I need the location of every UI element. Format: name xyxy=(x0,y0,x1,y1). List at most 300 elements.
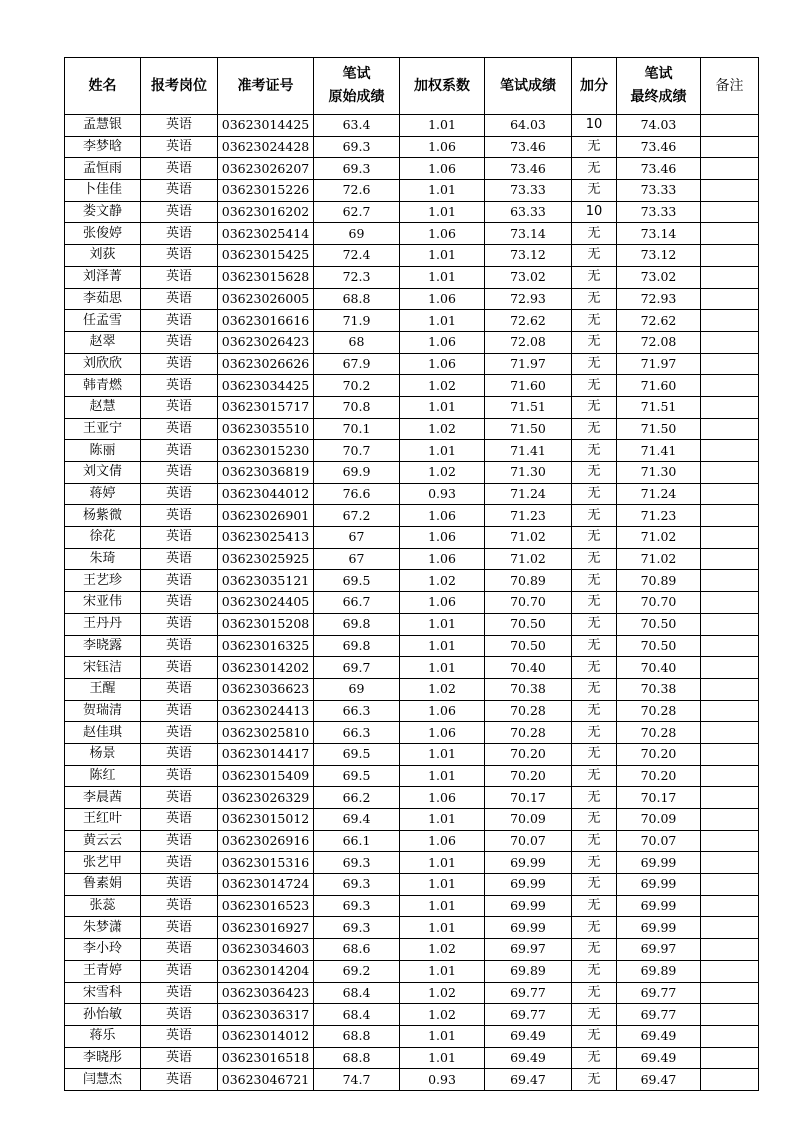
table-row xyxy=(65,1069,759,1091)
cell-written-score: 73.12 xyxy=(485,245,572,267)
table-row xyxy=(65,874,759,896)
cell-ticket: 03623046721 xyxy=(218,1069,314,1091)
cell-remark xyxy=(701,722,759,744)
table-row xyxy=(65,960,759,982)
cell-bonus: 无 xyxy=(572,743,617,765)
cell-written-score: 70.07 xyxy=(485,830,572,852)
cell-coef: 1.01 xyxy=(400,809,485,831)
table-row xyxy=(65,1047,759,1069)
cell-bonus: 无 xyxy=(572,874,617,896)
cell-name: 王亚宁 xyxy=(65,418,141,440)
cell-raw-score: 72.4 xyxy=(314,245,400,267)
cell-final-score: 70.28 xyxy=(617,722,701,744)
cell-written-score: 69.77 xyxy=(485,1004,572,1026)
cell-coef: 1.06 xyxy=(400,505,485,527)
cell-name: 李晓彤 xyxy=(65,1047,141,1069)
cell-bonus: 无 xyxy=(572,678,617,700)
cell-remark xyxy=(701,223,759,245)
cell-bonus: 无 xyxy=(572,765,617,787)
cell-raw-score: 69.5 xyxy=(314,570,400,592)
cell-position: 英语 xyxy=(141,939,218,961)
cell-position: 英语 xyxy=(141,1047,218,1069)
cell-written-score: 71.30 xyxy=(485,462,572,484)
cell-position: 英语 xyxy=(141,1025,218,1047)
cell-raw-score: 69.3 xyxy=(314,136,400,158)
table-row xyxy=(65,895,759,917)
cell-coef: 1.01 xyxy=(400,895,485,917)
cell-final-score: 71.02 xyxy=(617,527,701,549)
cell-ticket: 03623026207 xyxy=(218,158,314,180)
cell-bonus: 无 xyxy=(572,809,617,831)
cell-ticket: 03623044012 xyxy=(218,483,314,505)
cell-remark xyxy=(701,809,759,831)
cell-final-score: 72.08 xyxy=(617,331,701,353)
cell-ticket: 03623015425 xyxy=(218,245,314,267)
cell-position: 英语 xyxy=(141,678,218,700)
cell-name: 蒋乐 xyxy=(65,1025,141,1047)
table-row xyxy=(65,1025,759,1047)
cell-final-score: 73.14 xyxy=(617,223,701,245)
cell-written-score: 70.28 xyxy=(485,722,572,744)
cell-final-score: 71.02 xyxy=(617,548,701,570)
cell-raw-score: 69.8 xyxy=(314,635,400,657)
cell-written-score: 71.60 xyxy=(485,375,572,397)
cell-written-score: 73.02 xyxy=(485,266,572,288)
cell-ticket: 03623035121 xyxy=(218,570,314,592)
cell-bonus: 无 xyxy=(572,1047,617,1069)
table-row xyxy=(65,527,759,549)
cell-remark xyxy=(701,310,759,332)
cell-bonus: 无 xyxy=(572,960,617,982)
cell-raw-score: 69.3 xyxy=(314,917,400,939)
cell-name: 孟恒雨 xyxy=(65,158,141,180)
cell-name: 宋亚伟 xyxy=(65,592,141,614)
cell-final-score: 69.49 xyxy=(617,1025,701,1047)
cell-final-score: 70.20 xyxy=(617,765,701,787)
cell-position: 英语 xyxy=(141,136,218,158)
cell-bonus: 无 xyxy=(572,1004,617,1026)
cell-position: 英语 xyxy=(141,462,218,484)
cell-written-score: 70.20 xyxy=(485,743,572,765)
cell-coef: 1.02 xyxy=(400,375,485,397)
cell-ticket: 03623016325 xyxy=(218,635,314,657)
cell-ticket: 03623016616 xyxy=(218,310,314,332)
cell-ticket: 03623014425 xyxy=(218,115,314,137)
cell-written-score: 69.99 xyxy=(485,917,572,939)
cell-bonus: 无 xyxy=(572,288,617,310)
cell-remark xyxy=(701,917,759,939)
cell-ticket: 03623026916 xyxy=(218,830,314,852)
cell-ticket: 03623014724 xyxy=(218,874,314,896)
cell-raw-score: 68.8 xyxy=(314,288,400,310)
cell-bonus: 无 xyxy=(572,700,617,722)
cell-remark xyxy=(701,1047,759,1069)
cell-remark xyxy=(701,895,759,917)
cell-ticket: 03623016523 xyxy=(218,895,314,917)
cell-name: 王醒 xyxy=(65,678,141,700)
cell-raw-score: 69 xyxy=(314,223,400,245)
cell-final-score: 69.97 xyxy=(617,939,701,961)
cell-name: 孟慧银 xyxy=(65,115,141,137)
cell-bonus: 无 xyxy=(572,787,617,809)
cell-final-score: 71.51 xyxy=(617,396,701,418)
cell-remark xyxy=(701,483,759,505)
cell-final-score: 73.46 xyxy=(617,136,701,158)
cell-remark xyxy=(701,440,759,462)
cell-final-score: 69.49 xyxy=(617,1047,701,1069)
cell-remark xyxy=(701,743,759,765)
cell-coef: 1.02 xyxy=(400,570,485,592)
header-bonus: 加分 xyxy=(572,58,617,115)
cell-position: 英语 xyxy=(141,809,218,831)
table-row xyxy=(65,592,759,614)
cell-position: 英语 xyxy=(141,158,218,180)
cell-bonus: 无 xyxy=(572,180,617,202)
cell-final-score: 70.38 xyxy=(617,678,701,700)
cell-remark xyxy=(701,527,759,549)
cell-ticket: 03623015208 xyxy=(218,613,314,635)
cell-raw-score: 69.3 xyxy=(314,874,400,896)
cell-position: 英语 xyxy=(141,505,218,527)
cell-ticket: 03623014012 xyxy=(218,1025,314,1047)
cell-remark xyxy=(701,765,759,787)
cell-written-score: 71.23 xyxy=(485,505,572,527)
cell-remark xyxy=(701,1004,759,1026)
cell-bonus: 无 xyxy=(572,418,617,440)
cell-written-score: 69.99 xyxy=(485,852,572,874)
cell-bonus: 无 xyxy=(572,375,617,397)
cell-remark xyxy=(701,180,759,202)
cell-position: 英语 xyxy=(141,830,218,852)
cell-written-score: 70.89 xyxy=(485,570,572,592)
cell-raw-score: 69.3 xyxy=(314,852,400,874)
cell-name: 李晨茜 xyxy=(65,787,141,809)
cell-name: 王艺珍 xyxy=(65,570,141,592)
table-row xyxy=(65,722,759,744)
cell-position: 英语 xyxy=(141,288,218,310)
cell-remark xyxy=(701,635,759,657)
cell-written-score: 69.49 xyxy=(485,1025,572,1047)
cell-bonus: 无 xyxy=(572,635,617,657)
cell-ticket: 03623015230 xyxy=(218,440,314,462)
table-row xyxy=(65,787,759,809)
cell-name: 刘欣欣 xyxy=(65,353,141,375)
cell-bonus: 无 xyxy=(572,830,617,852)
cell-name: 韩青燃 xyxy=(65,375,141,397)
cell-final-score: 71.60 xyxy=(617,375,701,397)
cell-name: 任孟雪 xyxy=(65,310,141,332)
cell-raw-score: 67.2 xyxy=(314,505,400,527)
cell-coef: 1.02 xyxy=(400,982,485,1004)
table-row xyxy=(65,331,759,353)
cell-coef: 1.01 xyxy=(400,743,485,765)
cell-ticket: 03623034425 xyxy=(218,375,314,397)
cell-coef: 1.01 xyxy=(400,960,485,982)
cell-coef: 0.93 xyxy=(400,483,485,505)
cell-final-score: 72.62 xyxy=(617,310,701,332)
cell-written-score: 71.02 xyxy=(485,527,572,549)
cell-raw-score: 66.3 xyxy=(314,722,400,744)
cell-final-score: 70.28 xyxy=(617,700,701,722)
cell-bonus: 10 xyxy=(572,201,617,223)
cell-written-score: 72.93 xyxy=(485,288,572,310)
cell-coef: 1.06 xyxy=(400,353,485,375)
cell-raw-score: 69.5 xyxy=(314,743,400,765)
cell-ticket: 03623034603 xyxy=(218,939,314,961)
cell-written-score: 70.40 xyxy=(485,657,572,679)
cell-coef: 1.06 xyxy=(400,527,485,549)
cell-position: 英语 xyxy=(141,440,218,462)
table-row xyxy=(65,245,759,267)
cell-name: 陈红 xyxy=(65,765,141,787)
cell-final-score: 70.09 xyxy=(617,809,701,831)
cell-written-score: 69.49 xyxy=(485,1047,572,1069)
cell-coef: 1.01 xyxy=(400,266,485,288)
cell-ticket: 03623024405 xyxy=(218,592,314,614)
cell-remark xyxy=(701,830,759,852)
cell-name: 张俊婷 xyxy=(65,223,141,245)
header-name: 姓名 xyxy=(65,58,141,115)
cell-remark xyxy=(701,1025,759,1047)
cell-bonus: 无 xyxy=(572,548,617,570)
cell-name: 王红叶 xyxy=(65,809,141,831)
cell-position: 英语 xyxy=(141,1069,218,1091)
cell-name: 朱梦潇 xyxy=(65,917,141,939)
header-raw-line1: 笔试 xyxy=(342,66,371,82)
cell-written-score: 71.50 xyxy=(485,418,572,440)
cell-coef: 1.06 xyxy=(400,136,485,158)
table-row xyxy=(65,180,759,202)
header-raw-line2: 原始成绩 xyxy=(328,89,385,105)
cell-bonus: 无 xyxy=(572,570,617,592)
table-body xyxy=(65,115,759,1091)
header-coef: 加权系数 xyxy=(400,58,485,115)
cell-remark xyxy=(701,548,759,570)
cell-final-score: 69.89 xyxy=(617,960,701,982)
cell-final-score: 70.40 xyxy=(617,657,701,679)
cell-coef: 1.01 xyxy=(400,635,485,657)
cell-position: 英语 xyxy=(141,592,218,614)
cell-ticket: 03623016518 xyxy=(218,1047,314,1069)
cell-written-score: 70.50 xyxy=(485,635,572,657)
cell-coef: 0.93 xyxy=(400,1069,485,1091)
cell-final-score: 70.70 xyxy=(617,592,701,614)
cell-remark xyxy=(701,787,759,809)
cell-ticket: 03623026901 xyxy=(218,505,314,527)
cell-coef: 1.01 xyxy=(400,917,485,939)
cell-raw-score: 69 xyxy=(314,678,400,700)
cell-coef: 1.06 xyxy=(400,331,485,353)
cell-final-score: 71.30 xyxy=(617,462,701,484)
cell-final-score: 70.17 xyxy=(617,787,701,809)
cell-position: 英语 xyxy=(141,418,218,440)
cell-remark xyxy=(701,201,759,223)
table-row xyxy=(65,353,759,375)
cell-raw-score: 70.1 xyxy=(314,418,400,440)
cell-final-score: 74.03 xyxy=(617,115,701,137)
table-row xyxy=(65,483,759,505)
cell-ticket: 03623015628 xyxy=(218,266,314,288)
cell-bonus: 无 xyxy=(572,266,617,288)
cell-position: 英语 xyxy=(141,917,218,939)
cell-coef: 1.06 xyxy=(400,787,485,809)
cell-name: 宋钰洁 xyxy=(65,657,141,679)
cell-bonus: 无 xyxy=(572,982,617,1004)
cell-remark xyxy=(701,852,759,874)
cell-name: 朱琦 xyxy=(65,548,141,570)
cell-position: 英语 xyxy=(141,527,218,549)
cell-remark xyxy=(701,505,759,527)
cell-position: 英语 xyxy=(141,266,218,288)
header-final-score xyxy=(617,58,701,115)
table-row xyxy=(65,657,759,679)
cell-written-score: 71.24 xyxy=(485,483,572,505)
header-final-line1: 笔试 xyxy=(644,66,673,82)
cell-raw-score: 71.9 xyxy=(314,310,400,332)
cell-final-score: 69.99 xyxy=(617,852,701,874)
cell-coef: 1.01 xyxy=(400,180,485,202)
cell-name: 贺瑞清 xyxy=(65,700,141,722)
table-row xyxy=(65,201,759,223)
cell-ticket: 03623015316 xyxy=(218,852,314,874)
cell-position: 英语 xyxy=(141,223,218,245)
cell-ticket: 03623014417 xyxy=(218,743,314,765)
cell-written-score: 70.50 xyxy=(485,613,572,635)
cell-coef: 1.01 xyxy=(400,1025,485,1047)
cell-remark xyxy=(701,396,759,418)
cell-bonus: 无 xyxy=(572,331,617,353)
cell-written-score: 69.97 xyxy=(485,939,572,961)
cell-position: 英语 xyxy=(141,960,218,982)
cell-written-score: 69.47 xyxy=(485,1069,572,1091)
cell-name: 李梦晗 xyxy=(65,136,141,158)
cell-coef: 1.02 xyxy=(400,1004,485,1026)
table-row xyxy=(65,1004,759,1026)
cell-coef: 1.01 xyxy=(400,1047,485,1069)
table-row xyxy=(65,700,759,722)
cell-coef: 1.02 xyxy=(400,939,485,961)
table-row xyxy=(65,570,759,592)
table-row xyxy=(65,396,759,418)
cell-final-score: 69.99 xyxy=(617,895,701,917)
cell-name: 徐花 xyxy=(65,527,141,549)
cell-raw-score: 72.3 xyxy=(314,266,400,288)
cell-bonus: 无 xyxy=(572,505,617,527)
table-row xyxy=(65,830,759,852)
cell-remark xyxy=(701,592,759,614)
cell-final-score: 69.99 xyxy=(617,874,701,896)
cell-name: 张蕊 xyxy=(65,895,141,917)
cell-coef: 1.01 xyxy=(400,115,485,137)
cell-ticket: 03623025413 xyxy=(218,527,314,549)
table-row xyxy=(65,613,759,635)
cell-final-score: 73.33 xyxy=(617,180,701,202)
cell-raw-score: 69.9 xyxy=(314,462,400,484)
table-row xyxy=(65,440,759,462)
cell-position: 英语 xyxy=(141,852,218,874)
table-row xyxy=(65,548,759,570)
table-row xyxy=(65,809,759,831)
cell-raw-score: 69.3 xyxy=(314,158,400,180)
cell-written-score: 70.17 xyxy=(485,787,572,809)
cell-coef: 1.01 xyxy=(400,245,485,267)
cell-bonus: 无 xyxy=(572,613,617,635)
table-row xyxy=(65,418,759,440)
cell-written-score: 64.03 xyxy=(485,115,572,137)
cell-name: 赵慧 xyxy=(65,396,141,418)
cell-name: 李晓露 xyxy=(65,635,141,657)
cell-raw-score: 66.3 xyxy=(314,700,400,722)
cell-name: 卜佳佳 xyxy=(65,180,141,202)
cell-ticket: 03623036819 xyxy=(218,462,314,484)
cell-raw-score: 67 xyxy=(314,548,400,570)
cell-position: 英语 xyxy=(141,895,218,917)
cell-final-score: 73.02 xyxy=(617,266,701,288)
cell-name: 赵佳琪 xyxy=(65,722,141,744)
cell-raw-score: 66.2 xyxy=(314,787,400,809)
cell-position: 英语 xyxy=(141,765,218,787)
cell-final-score: 70.50 xyxy=(617,635,701,657)
cell-raw-score: 70.7 xyxy=(314,440,400,462)
cell-name: 杨紫微 xyxy=(65,505,141,527)
cell-ticket: 03623014202 xyxy=(218,657,314,679)
cell-raw-score: 69.8 xyxy=(314,613,400,635)
cell-written-score: 70.38 xyxy=(485,678,572,700)
cell-name: 刘泽菁 xyxy=(65,266,141,288)
cell-final-score: 71.23 xyxy=(617,505,701,527)
cell-bonus: 无 xyxy=(572,396,617,418)
cell-final-score: 70.50 xyxy=(617,613,701,635)
cell-bonus: 无 xyxy=(572,852,617,874)
header-remark: 备注 xyxy=(701,58,759,115)
cell-position: 英语 xyxy=(141,201,218,223)
header-raw-score xyxy=(314,58,400,115)
cell-raw-score: 76.6 xyxy=(314,483,400,505)
cell-remark xyxy=(701,418,759,440)
cell-coef: 1.01 xyxy=(400,613,485,635)
cell-raw-score: 63.4 xyxy=(314,115,400,137)
header-ticket: 准考证号 xyxy=(218,58,314,115)
cell-ticket: 03623026005 xyxy=(218,288,314,310)
cell-ticket: 03623026329 xyxy=(218,787,314,809)
cell-name: 刘荻 xyxy=(65,245,141,267)
cell-final-score: 72.93 xyxy=(617,288,701,310)
cell-position: 英语 xyxy=(141,548,218,570)
cell-coef: 1.06 xyxy=(400,700,485,722)
cell-coef: 1.06 xyxy=(400,223,485,245)
cell-ticket: 03623025925 xyxy=(218,548,314,570)
cell-raw-score: 69.3 xyxy=(314,895,400,917)
cell-remark xyxy=(701,1069,759,1091)
table-row xyxy=(65,743,759,765)
cell-position: 英语 xyxy=(141,310,218,332)
table-row xyxy=(65,375,759,397)
cell-written-score: 72.08 xyxy=(485,331,572,353)
cell-ticket: 03623015012 xyxy=(218,809,314,831)
cell-final-score: 69.47 xyxy=(617,1069,701,1091)
cell-remark xyxy=(701,158,759,180)
cell-position: 英语 xyxy=(141,115,218,137)
cell-position: 英语 xyxy=(141,245,218,267)
cell-coef: 1.01 xyxy=(400,852,485,874)
cell-name: 张艺甲 xyxy=(65,852,141,874)
table-row xyxy=(65,266,759,288)
header-row xyxy=(65,58,759,115)
table-row xyxy=(65,310,759,332)
cell-raw-score: 68.8 xyxy=(314,1025,400,1047)
cell-name: 李小玲 xyxy=(65,939,141,961)
cell-position: 英语 xyxy=(141,700,218,722)
